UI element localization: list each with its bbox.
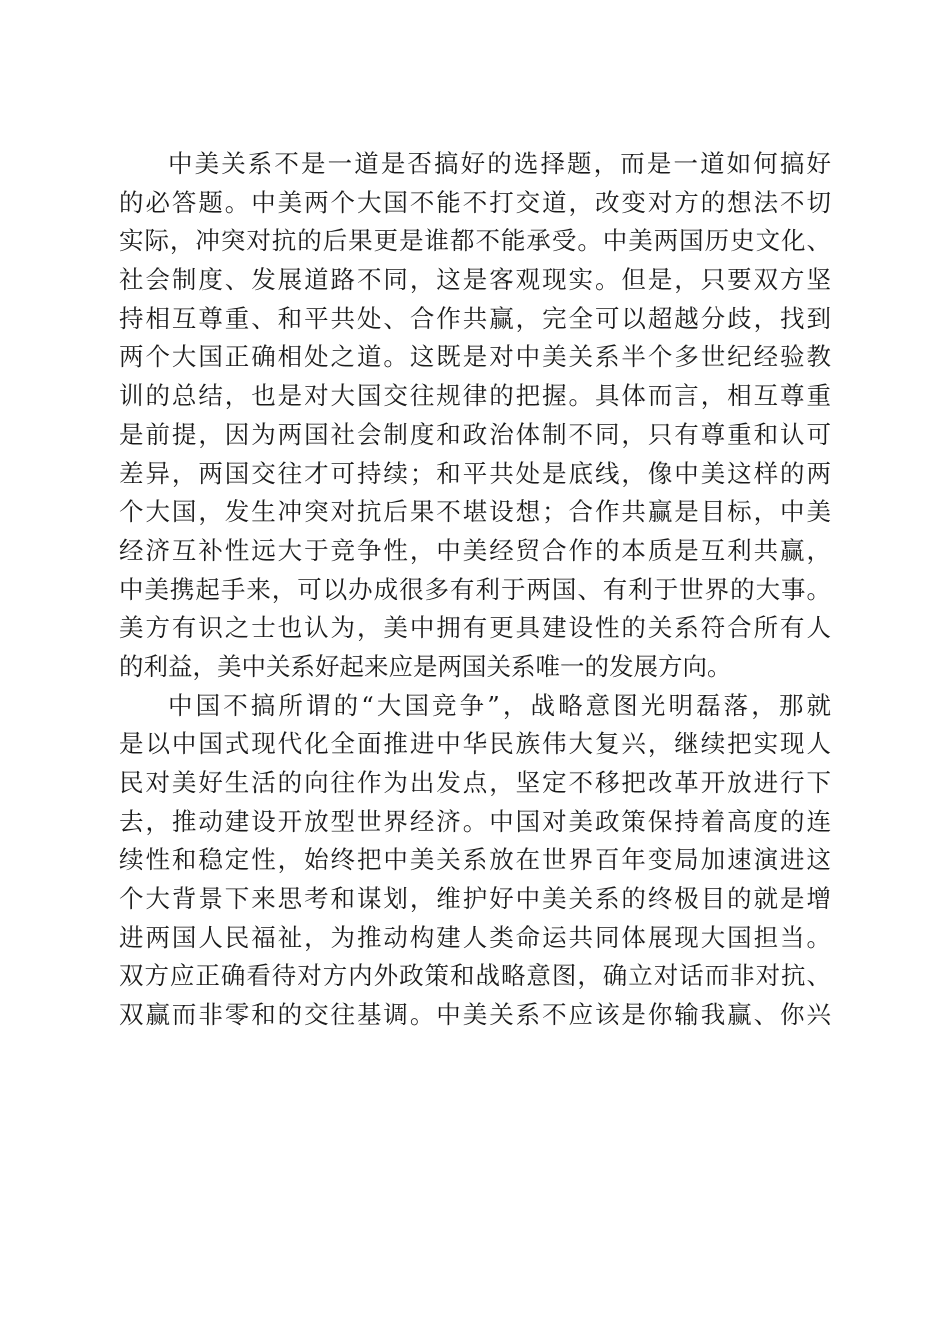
text-line: 去，推动建设开放型世界经济。中国对美政策保持着高度的连 xyxy=(119,806,831,836)
text-line: 中美携起手来，可以办成很多有利于两国、有利于世界的大事。 xyxy=(119,574,831,604)
text-line: 个大国，发生冲突对抗后果不堪设想；合作共赢是目标，中美 xyxy=(119,497,831,527)
paragraph-1 xyxy=(119,145,831,687)
text-line: 差异，两国交往才可持续；和平共处是底线，像中美这样的两 xyxy=(119,458,831,488)
text-line: 进两国人民福祉，为推动构建人类命运共同体展现大国担当。 xyxy=(119,922,831,952)
text-line: 续性和稳定性，始终把中美关系放在世界百年变局加速演进这 xyxy=(119,845,831,875)
text-line: 中美关系不是一道是否搞好的选择题，而是一道如何搞好 xyxy=(168,149,831,178)
text-line: 中国不搞所谓的“大国竞争”，战略意图光明磊落，那就 xyxy=(168,690,831,720)
text-line: 民对美好生活的向往作为出发点，坚定不移把改革开放进行下 xyxy=(119,768,831,797)
text-line: 美方有识之士也认为，美中拥有更具建设性的关系符合所有人 xyxy=(119,613,831,643)
paragraph-2 xyxy=(119,687,831,1035)
text-line: 双赢而非零和的交往基调。中美关系不应该是你输我赢、你兴 xyxy=(119,1000,831,1030)
text-line: 持相互尊重、和平共处、合作共赢，完全可以超越分歧，找到 xyxy=(119,303,831,333)
text-line: 两个大国正确相处之道。这既是对中美关系半个多世纪经验教 xyxy=(119,342,831,372)
text-line: 双方应正确看待对方内外政策和战略意图，确立对话而非对抗、 xyxy=(119,961,831,991)
text-line: 是以中国式现代化全面推进中华民族伟大复兴，继续把实现人 xyxy=(119,729,831,759)
text-line: 训的总结，也是对大国交往规律的把握。具体而言，相互尊重 xyxy=(119,381,831,411)
text-line: 实际，冲突对抗的后果更是谁都不能承受。中美两国历史文化、 xyxy=(119,226,831,256)
text-line: 的必答题。中美两个大国不能不打交道，改变对方的想法不切 xyxy=(119,187,831,217)
body-text xyxy=(119,145,831,1035)
text-line: 个大背景下来思考和谋划，维护好中美关系的终极目的就是增 xyxy=(119,884,831,914)
text-line: 社会制度、发展道路不同，这是客观现实。但是，只要双方坚 xyxy=(119,265,831,295)
text-line: 经济互补性远大于竞争性，中美经贸合作的本质是互利共赢， xyxy=(119,535,831,565)
text-line: 是前提，因为两国社会制度和政治体制不同，只有尊重和认可 xyxy=(119,419,831,449)
text-line: 的利益，美中关系好起来应是两国关系唯一的发展方向。 xyxy=(119,651,732,681)
